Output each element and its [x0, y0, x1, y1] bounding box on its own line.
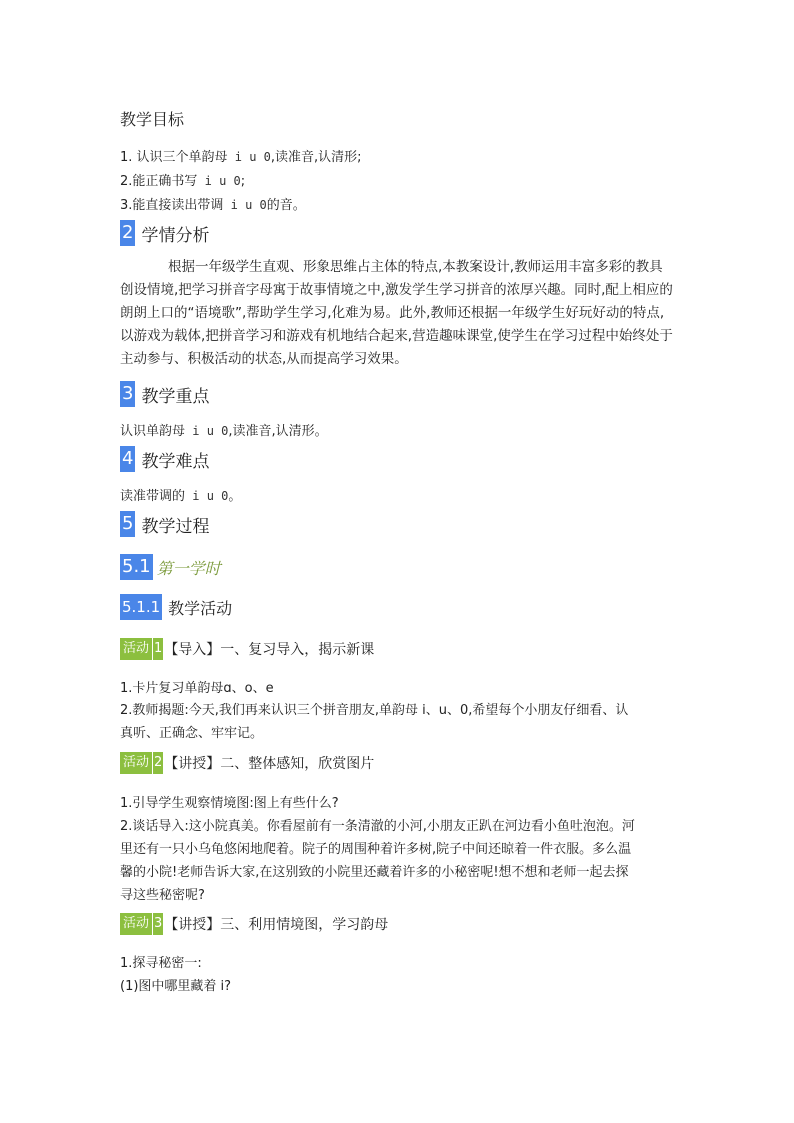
- objective-item-2: 2.能正确书写 i u 0;: [120, 174, 246, 189]
- section-title: 学情分析: [141, 225, 210, 246]
- objective-item-1: 1. 认识三个单韵母 i u 0,读准音,认清形;: [120, 150, 362, 165]
- section-number: 5.1: [120, 554, 153, 580]
- activity-3-line-1: 1.探寻秘密一:: [120, 956, 202, 971]
- activity-number: 3: [153, 913, 163, 935]
- activity-2-line-5: 寻这些秘密呢?: [120, 888, 205, 903]
- objective-item-3: 3.能直接读出带调 i u 0的音。: [120, 198, 306, 213]
- activity-2-line-1: 1.引导学生观察情境图:图上有些什么?: [120, 796, 339, 811]
- activity-heading-3: [120, 913, 388, 935]
- activity-1-line-2: 2.教师揭题:今天,我们再来认识三个拼音朋友,单韵母 i、u、0,希望每个小朋友仔细看、认: [120, 703, 629, 718]
- activity-1-line-1: 1.卡片复习单韵母ɑ、o、e: [120, 681, 274, 696]
- activity-2-line-3: 里还有一只小乌龟悠闲地爬着。院子的周围种着许多树,院子中间还晾着一件衣服。多么温: [120, 842, 632, 857]
- analysis-paragraph: 根据一年级学生直观、形象思维占主体的特点,本教案设计,教师运用丰富多彩的教具创设情境,把学习拼音字母寓于故事情境之中,激发学生学习拼音的浓厚兴趣。同时,配上相应的朗朗上口的“语境歌”,帮助学生学习,化难为易。此外,教师还根据一年级学生好玩好动的特点,以游戏为载体,把拼音学习和游戏有机地结合起来,营造趣味课堂,使学生在学习过程中始终处于主动参与、积极活动的状态,从而提高学习效果。: [120, 259, 673, 367]
- activity-2-line-4: 馨的小院!老师告诉大家,在这别致的小院里还藏着许多的小秘密呢!想不想和老师一起去探: [120, 865, 629, 880]
- section-heading-5-1-1: [120, 594, 232, 620]
- section-number: 5.1.1: [120, 594, 162, 620]
- section-title: 教学过程: [141, 516, 210, 537]
- activity-number: 1: [153, 638, 163, 660]
- objectives-title: 教学目标: [120, 110, 185, 129]
- section-heading-5-1: [120, 554, 221, 580]
- section-heading-4: [120, 446, 209, 472]
- activity-title: 【导入】一、复习导入，揭示新课: [164, 642, 375, 658]
- activity-number: 2: [153, 752, 163, 774]
- activity-title: 【讲授】二、整体感知，欣赏图片: [164, 756, 375, 772]
- key-point-text: 认识单韵母 i u 0,读准音,认清形。: [120, 424, 328, 439]
- activity-heading-1: [120, 638, 374, 660]
- section-number: 4: [120, 446, 135, 472]
- section-title: 教学难点: [141, 451, 210, 472]
- section-title: 第一学时: [156, 558, 221, 578]
- activity-badge: 活动: [120, 638, 152, 660]
- difficulty-text: 读准带调的 i u 0。: [120, 489, 242, 504]
- activity-title: 【讲授】三、利用情境图，学习韵母: [164, 917, 389, 933]
- section-heading-3: [120, 381, 209, 407]
- section-number: 2: [120, 220, 135, 246]
- activity-2-line-2: 2.谈话导入:这小院真美。你看屋前有一条清澈的小河,小朋友正趴在河边看小鱼吐泡泡。河: [120, 819, 635, 834]
- activity-3-line-2: (1)图中哪里藏着 i?: [120, 979, 232, 994]
- section-number: 3: [120, 381, 135, 407]
- section-number: 5: [120, 511, 135, 537]
- section-heading-2: [120, 220, 209, 246]
- activity-badge: 活动: [120, 913, 152, 935]
- activity-badge: 活动: [120, 752, 152, 774]
- activity-1-line-3: 真听、正确念、牢牢记。: [120, 726, 264, 741]
- section-title: 教学活动: [168, 598, 233, 618]
- section-title: 教学重点: [141, 386, 210, 407]
- activity-heading-2: [120, 752, 374, 774]
- section-heading-5: [120, 511, 209, 537]
